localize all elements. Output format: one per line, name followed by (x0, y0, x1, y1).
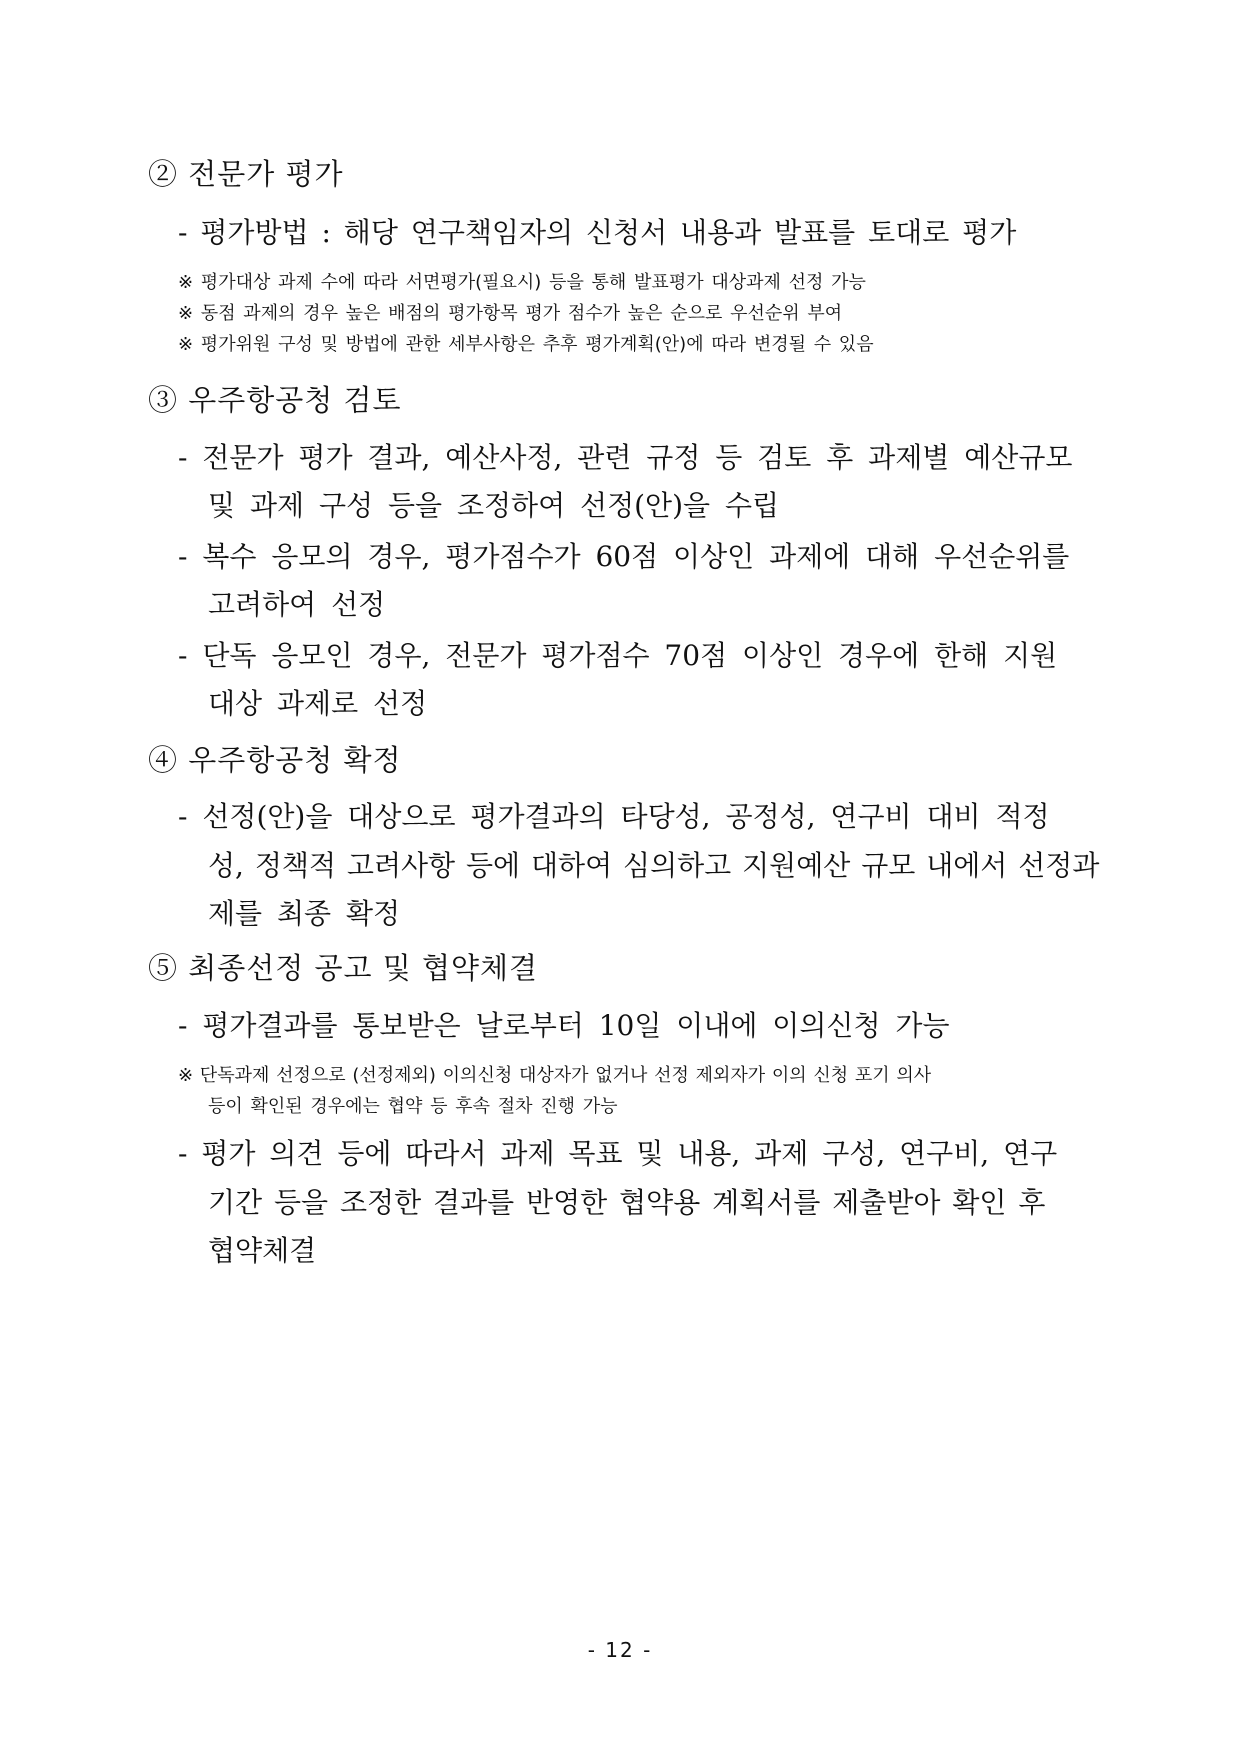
bullet-confirmation-line2: 성, 정책적 고려사항 등에 대하여 심의하고 지원예산 규모 내에서 선정과 (208, 849, 1100, 882)
section-heading-agency-review: ③ 우주항공청 검토 (148, 383, 402, 417)
bullet-objection-period: - 평가결과를 통보받은 날로부터 10일 이내에 이의신청 가능 (178, 1009, 950, 1042)
bullet-agreement-line1: - 평가 의견 등에 따라서 과제 목표 및 내용, 과제 구성, 연구비, 연구 (178, 1137, 1058, 1170)
note-objection-line2: 등이 확인된 경우에는 협약 등 후속 절차 진행 가능 (208, 1096, 618, 1117)
bullet-single-application-line1: - 단독 응모인 경우, 전문가 평가점수 70점 이상인 경우에 한해 지원 (178, 639, 1058, 672)
bullet-multiple-applications-line2: 고려하여 선정 (208, 588, 386, 621)
bullet-confirmation-line3: 제를 최종 확정 (208, 897, 401, 930)
note-document-evaluation: ※ 평가대상 과제 수에 따라 서면평가(필요시) 등을 통해 발표평가 대상과제 선정 가능 (178, 272, 866, 293)
bullet-evaluation-method: - 평가방법 : 해당 연구책임자의 신청서 내용과 발표를 토대로 평가 (178, 216, 1017, 249)
bullet-review-adjustment-line2: 및 과제 구성 등을 조정하여 선정(안)을 수립 (208, 489, 780, 522)
section-heading-expert-evaluation: ② 전문가 평가 (148, 157, 344, 191)
note-tie-priority: ※ 동점 과제의 경우 높은 배점의 평가항목 평가 점수가 높은 순으로 우선순위 부여 (178, 303, 843, 324)
bullet-agreement-line3: 협약체결 (208, 1234, 317, 1267)
page-number: - 12 - (587, 1638, 653, 1662)
bullet-single-application-line2: 대상 과제로 선정 (208, 687, 428, 720)
bullet-multiple-applications-line1: - 복수 응모의 경우, 평가점수가 60점 이상인 과제에 대해 우선순위를 (178, 540, 1070, 573)
note-objection-line1: ※ 단독과제 선정으로 (선정제외) 이의신청 대상자가 없거나 선정 제외자가 이의 신청 포기 의사 (178, 1065, 932, 1086)
bullet-agreement-line2: 기간 등을 조정한 결과를 반영한 협약용 계획서를 제출받아 확인 후 (208, 1186, 1046, 1219)
bullet-confirmation-line1: - 선정(안)을 대상으로 평가결과의 타당성, 공정성, 연구비 대비 적정 (178, 800, 1050, 833)
section-heading-final-selection: ⑤ 최종선정 공고 및 협약체결 (148, 951, 539, 985)
section-heading-agency-confirmation: ④ 우주항공청 확정 (148, 743, 402, 777)
note-committee-details: ※ 평가위원 구성 및 방법에 관한 세부사항은 추후 평가계획(안)에 따라 변경될 수 있음 (178, 334, 874, 355)
bullet-review-adjustment-line1: - 전문가 평가 결과, 예산사정, 관련 규정 등 검토 후 과제별 예산규모 (178, 441, 1073, 474)
